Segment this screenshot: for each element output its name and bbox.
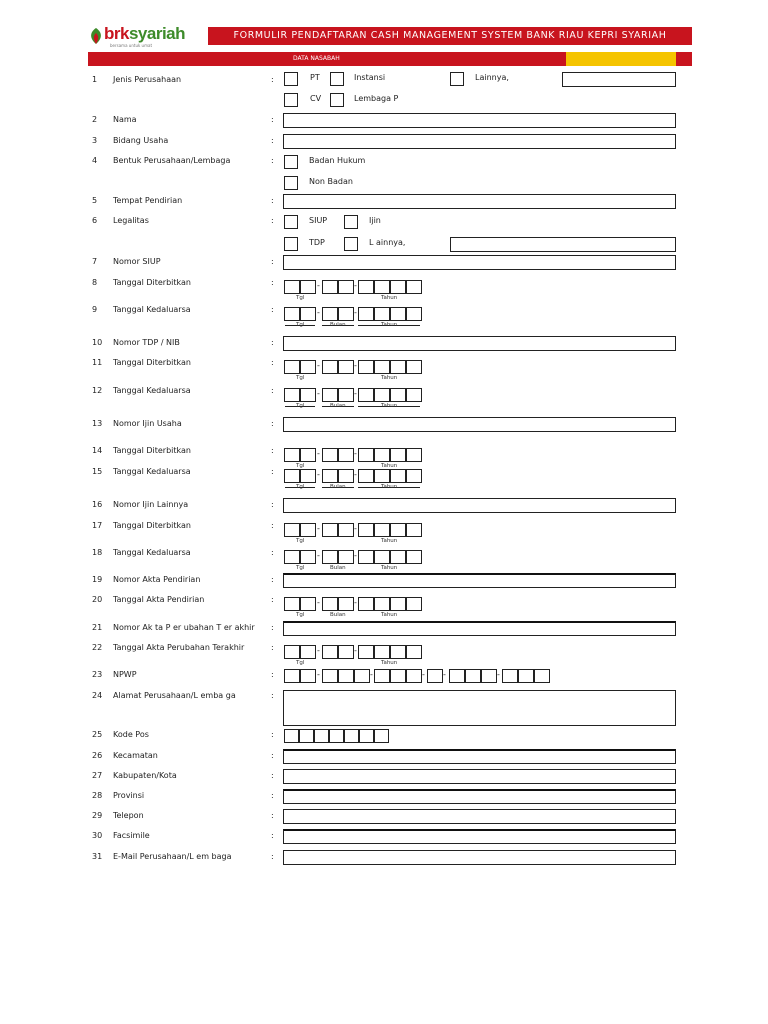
field-lainnya-legal[interactable] [450,237,676,252]
field-2[interactable] [283,113,676,128]
option-non-badan: Non Badan [309,177,353,186]
date-sub-tahun: Tahun [381,322,398,328]
date-12-year-4[interactable] [406,388,422,402]
row-label: Provinsi [113,791,145,800]
colon: : [271,811,274,820]
row-label: Nomor Ijin Lainnya [113,500,189,509]
colon: : [271,643,274,652]
row-number: 22 [92,643,103,652]
date-sub-bulan: Bulan [330,565,346,571]
date-sub-tgl: Tgl [296,375,305,381]
row-label: Kabupaten/Kota [113,771,177,780]
date-15-day-1[interactable] [284,469,300,483]
date-9-month-1[interactable] [322,307,338,321]
date-sub-tahun: Tahun [381,295,398,301]
kode-pos-6[interactable] [359,729,374,743]
npwp-10[interactable] [449,669,465,683]
colon: : [271,257,274,266]
row-number: 14 [92,446,103,455]
npwp-7[interactable] [390,669,406,683]
row-label: Tanggal Diterbitkan [113,446,191,455]
date-sub-tgl: Tgl [296,565,305,571]
date-12-day-1[interactable] [284,388,300,402]
date-18-month-1[interactable] [322,550,338,564]
date-11-day-2[interactable] [300,360,316,374]
row-label: Bentuk Perusahaan/Lembaga [113,156,231,165]
date-sub-tahun: Tahun [381,660,398,666]
row-number: 19 [92,575,103,584]
checkbox-cv[interactable] [284,93,298,107]
row-label: Telepon [113,811,144,820]
checkbox-lembaga[interactable] [330,93,344,107]
row-number: 27 [92,771,103,780]
date-sub-tahun: Tahun [381,403,398,409]
date-17-day-2[interactable] [300,523,316,537]
row-number: 8 [92,278,98,287]
separator: - [354,361,357,370]
colon: : [271,196,274,205]
date-11-year-2[interactable] [374,360,390,374]
date-sub-bulan: Bulan [330,612,346,618]
row-label: Nomor TDP / NIB [113,338,180,347]
date-9-day-1[interactable] [284,307,300,321]
date-9-month-2[interactable] [338,307,354,321]
checkbox-ijin[interactable] [344,215,358,229]
date-14-day-1[interactable] [284,448,300,462]
colon: : [271,467,274,476]
date-20-month-2[interactable] [338,597,354,611]
date-15-year-1[interactable] [358,469,374,483]
date-18-day-1[interactable] [284,550,300,564]
date-12-month-2[interactable] [338,388,354,402]
date-sub-tahun: Tahun [381,538,398,544]
npwp-2[interactable] [300,669,316,683]
form-title: FORMULIR PENDAFTARAN CASH MANAGEMENT SYSTEM BANK RIAU KEPRI SYARIAH [208,27,692,45]
field-10[interactable] [283,336,676,351]
colon: : [271,771,274,780]
separator: - [317,646,320,655]
date-12-day-2[interactable] [300,388,316,402]
option-tdp: TDP [309,238,325,247]
colon: : [271,278,274,287]
colon: : [271,358,274,367]
yellow-accent [566,52,676,66]
separator: - [317,470,320,479]
section-bar [88,52,692,66]
row-number: 26 [92,751,103,760]
form-row-6 [0,216,768,232]
row-label: Tanggal Kedaluarsa [113,467,191,476]
logo-tagline: bersama untuk umat [110,43,153,48]
leaf-icon [88,27,104,45]
date-17-year-2[interactable] [374,523,390,537]
section-title: DATA NASABAH [293,55,340,62]
date-17-month-1[interactable] [322,523,338,537]
npwp-12[interactable] [481,669,497,683]
colon: : [271,305,274,314]
date-12-year-3[interactable] [390,388,406,402]
row-label: Tanggal Diterbitkan [113,278,191,287]
separator: - [370,670,373,679]
separator: - [317,551,320,560]
date-sub-tahun: Tahun [381,375,398,381]
row-number: 13 [92,419,103,428]
date-22-year-4[interactable] [406,645,422,659]
date-22-year-3[interactable] [390,645,406,659]
checkbox-non-badan[interactable] [284,176,298,190]
colon: : [271,521,274,530]
date-17-year-3[interactable] [390,523,406,537]
colon: : [271,548,274,557]
row-number: 7 [92,257,98,266]
date-8-month-2[interactable] [338,280,354,294]
colon: : [271,730,274,739]
date-8-month-1[interactable] [322,280,338,294]
row-label: Tempat Pendirian [113,196,183,205]
separator: - [354,449,357,458]
date-sub-bulan: Bulan [330,484,346,490]
option-ijin: Ijin [369,216,381,225]
separator: - [317,598,320,607]
npwp-5[interactable] [354,669,370,683]
row-label: Legalitas [113,216,149,225]
date-9-year-2[interactable] [374,307,390,321]
date-11-day-1[interactable] [284,360,300,374]
field-27[interactable] [283,769,676,784]
colon: : [271,791,274,800]
date-18-year-2[interactable] [374,550,390,564]
separator: - [317,361,320,370]
row-number: 25 [92,730,103,739]
row-number: 1 [92,75,98,84]
field-19[interactable] [283,573,676,588]
option-siup: SIUP [309,216,328,225]
date-sub-tgl: Tgl [296,660,305,666]
colon: : [271,386,274,395]
date-8-day-2[interactable] [300,280,316,294]
colon: : [271,500,274,509]
date-sub-tahun: Tahun [381,565,398,571]
date-22-day-2[interactable] [300,645,316,659]
date-8-year-4[interactable] [406,280,422,294]
date-sub-tahun: Tahun [381,484,398,490]
colon: : [271,446,274,455]
date-14-month-2[interactable] [338,448,354,462]
row-label: Alamat Perusahaan/L emba ga [113,691,236,700]
row-label: Nomor Ijin Usaha [113,419,182,428]
field-31[interactable] [283,850,676,865]
date-8-year-2[interactable] [374,280,390,294]
date-sub-bulan: Bulan [330,403,346,409]
date-22-year-1[interactable] [358,645,374,659]
separator: - [354,598,357,607]
separator: - [317,449,320,458]
row-label: Tanggal Kedaluarsa [113,386,191,395]
date-14-day-2[interactable] [300,448,316,462]
field-7[interactable] [283,255,676,270]
row-label: Tanggal Kedaluarsa [113,548,191,557]
date-sub-tahun: Tahun [381,463,398,469]
colon: : [271,216,274,225]
row-number: 28 [92,791,103,800]
npwp-15[interactable] [534,669,550,683]
date-11-year-4[interactable] [406,360,422,374]
date-15-year-4[interactable] [406,469,422,483]
kode-pos-3[interactable] [314,729,329,743]
row-label: Kecamatan [113,751,158,760]
row-label: Jenis Perusahaan [113,75,182,84]
field-13[interactable] [283,417,676,432]
date-sub-tgl: Tgl [296,295,305,301]
date-20-year-4[interactable] [406,597,422,611]
date-8-year-1[interactable] [358,280,374,294]
row-number: 9 [92,305,98,314]
separator: - [354,524,357,533]
date-11-month-2[interactable] [338,360,354,374]
field-lainnya[interactable] [562,72,676,87]
option-instansi: Instansi [354,73,386,82]
row-number: 30 [92,831,103,840]
date-18-month-2[interactable] [338,550,354,564]
field-5[interactable] [283,194,676,209]
npwp-8[interactable] [406,669,422,683]
separator: - [354,646,357,655]
separator: - [443,670,446,679]
separator: - [317,389,320,398]
date-sub-tgl: Tgl [296,322,305,328]
row-number: 29 [92,811,103,820]
date-15-day-2[interactable] [300,469,316,483]
row-label: Nomor Ak ta P er ubahan T er akhir [113,623,255,632]
field-alamat[interactable] [283,690,676,726]
npwp-14[interactable] [518,669,534,683]
option-lainnya: Lainnya, [475,73,509,82]
option-pt: PT [310,73,320,82]
date-18-year-3[interactable] [390,550,406,564]
date-11-year-3[interactable] [390,360,406,374]
date-20-day-2[interactable] [300,597,316,611]
date-15-month-2[interactable] [338,469,354,483]
row-number: 21 [92,623,103,632]
field-26[interactable] [283,749,676,764]
checkbox-badan-hukum[interactable] [284,155,298,169]
row-number: 12 [92,386,103,395]
separator: - [497,670,500,679]
colon: : [271,115,274,124]
separator: - [354,389,357,398]
date-9-year-1[interactable] [358,307,374,321]
field-16[interactable] [283,498,676,513]
logo-wordmark: brksyariah [104,24,186,43]
separator: - [317,524,320,533]
date-14-year-3[interactable] [390,448,406,462]
date-14-year-1[interactable] [358,448,374,462]
date-sub-tgl: Tgl [296,538,305,544]
date-9-year-4[interactable] [406,307,422,321]
date-9-day-2[interactable] [300,307,316,321]
npwp-13[interactable] [502,669,518,683]
date-14-year-4[interactable] [406,448,422,462]
date-14-year-2[interactable] [374,448,390,462]
separator: - [317,670,320,679]
date-9-year-3[interactable] [390,307,406,321]
row-number: 17 [92,521,103,530]
form-row-4 [0,156,768,172]
colon: : [271,623,274,632]
row-label: Bidang Usaha [113,136,169,145]
option-lembaga: Lembaga P [354,94,399,103]
field-3[interactable] [283,134,676,149]
date-18-day-2[interactable] [300,550,316,564]
colon: : [271,691,274,700]
row-label: Tanggal Kedaluarsa [113,305,191,314]
checkbox-tdp[interactable] [284,237,298,251]
date-sub-tgl: Tgl [296,484,305,490]
kode-pos-1[interactable] [284,729,299,743]
field-28[interactable] [283,789,676,804]
field-30[interactable] [283,829,676,844]
date-8-day-1[interactable] [284,280,300,294]
npwp-1[interactable] [284,669,300,683]
colon: : [271,156,274,165]
date-22-year-2[interactable] [374,645,390,659]
date-11-year-1[interactable] [358,360,374,374]
row-label: Nomor Akta Pendirian [113,575,201,584]
row-number: 5 [92,196,98,205]
row-label: Nama [113,115,137,124]
date-sub-tgl: Tgl [296,612,305,618]
row-number: 2 [92,115,98,124]
row-label: Tanggal Akta Pendirian [113,595,205,604]
date-22-month-2[interactable] [338,645,354,659]
date-20-year-2[interactable] [374,597,390,611]
option-lainnya-legal: L ainnya, [369,238,406,247]
row-label: Tanggal Diterbitkan [113,358,191,367]
row-label: Tanggal Akta Perubahan Terakhir [113,643,245,652]
date-15-month-1[interactable] [322,469,338,483]
date-22-month-1[interactable] [322,645,338,659]
option-badan-hukum: Badan Hukum [309,156,366,165]
colon: : [271,751,274,760]
date-17-month-2[interactable] [338,523,354,537]
row-label: NPWP [113,670,137,679]
row-number: 15 [92,467,103,476]
date-20-day-1[interactable] [284,597,300,611]
date-22-day-1[interactable] [284,645,300,659]
kode-pos-7[interactable] [374,729,389,743]
row-number: 24 [92,691,103,700]
colon: : [271,852,274,861]
checkbox-siup[interactable] [284,215,298,229]
separator: - [317,308,320,317]
row-number: 4 [92,156,98,165]
date-12-year-2[interactable] [374,388,390,402]
npwp-9[interactable] [427,669,443,683]
colon: : [271,595,274,604]
row-number: 10 [92,338,103,347]
checkbox-pt[interactable] [284,72,298,86]
date-14-month-1[interactable] [322,448,338,462]
separator: - [354,308,357,317]
row-number: 23 [92,670,103,679]
colon: : [271,575,274,584]
date-sub-tahun: Tahun [381,612,398,618]
date-20-month-1[interactable] [322,597,338,611]
colon: : [271,670,274,679]
npwp-11[interactable] [465,669,481,683]
date-15-year-3[interactable] [390,469,406,483]
kode-pos-4[interactable] [329,729,344,743]
row-number: 20 [92,595,103,604]
npwp-6[interactable] [374,669,390,683]
colon: : [271,136,274,145]
row-number: 11 [92,358,103,367]
row-label: Facsimile [113,831,150,840]
row-number: 31 [92,852,103,861]
date-18-year-4[interactable] [406,550,422,564]
colon: : [271,75,274,84]
date-18-year-1[interactable] [358,550,374,564]
date-17-year-1[interactable] [358,523,374,537]
row-label: Tanggal Diterbitkan [113,521,191,530]
date-20-year-1[interactable] [358,597,374,611]
row-label: Nomor SIUP [113,257,161,266]
colon: : [271,419,274,428]
kode-pos-2[interactable] [299,729,314,743]
row-label: E-Mail Perusahaan/L em baga [113,852,232,861]
separator: - [422,670,425,679]
date-11-month-1[interactable] [322,360,338,374]
field-21[interactable] [283,621,676,636]
row-number: 18 [92,548,103,557]
date-8-year-3[interactable] [390,280,406,294]
brk-syariah-logo [86,24,198,50]
checkbox-lainnya[interactable] [450,72,464,86]
date-12-year-1[interactable] [358,388,374,402]
date-sub-tgl: Tgl [296,463,305,469]
row-number: 3 [92,136,98,145]
separator: - [354,470,357,479]
row-number: 6 [92,216,98,225]
date-sub-bulan: Bulan [330,322,346,328]
date-17-day-1[interactable] [284,523,300,537]
kode-pos-5[interactable] [344,729,359,743]
date-sub-tgl: Tgl [296,403,305,409]
separator: - [317,281,320,290]
colon: : [271,338,274,347]
date-17-year-4[interactable] [406,523,422,537]
npwp-3[interactable] [322,669,338,683]
row-label: Kode Pos [113,730,149,739]
npwp-4[interactable] [338,669,354,683]
option-cv: CV [310,94,322,103]
separator: - [354,551,357,560]
date-20-year-3[interactable] [390,597,406,611]
row-number: 16 [92,500,103,509]
separator: - [354,281,357,290]
date-12-month-1[interactable] [322,388,338,402]
checkbox-lainnya-legal[interactable] [344,237,358,251]
colon: : [271,831,274,840]
field-29[interactable] [283,809,676,824]
checkbox-instansi[interactable] [330,72,344,86]
date-15-year-2[interactable] [374,469,390,483]
